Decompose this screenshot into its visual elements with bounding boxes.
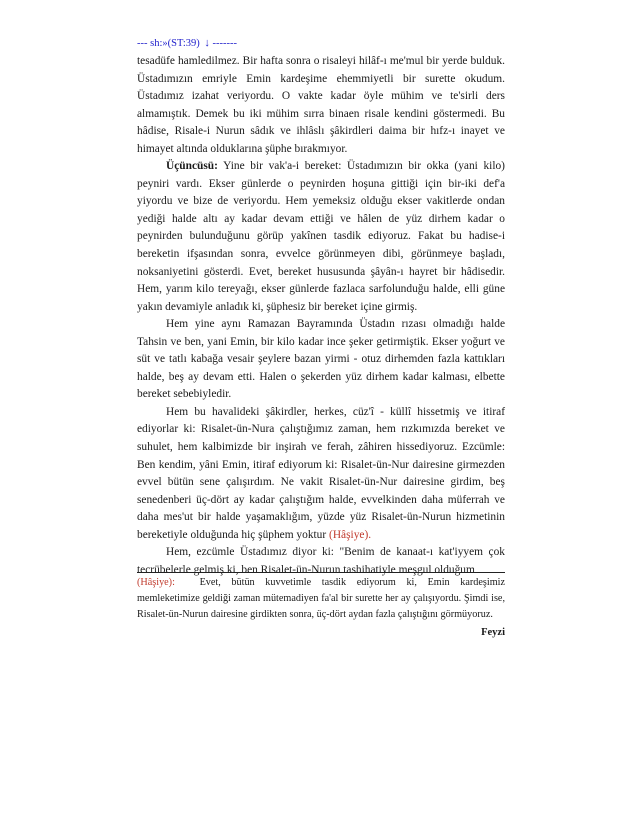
- footnote-label: (Hâşiye):: [137, 577, 175, 588]
- paragraph-4: [137, 404, 505, 544]
- paragraph-3: [137, 316, 505, 404]
- section-lead: Üçüncüsü:: [166, 160, 218, 173]
- down-arrow-icon: ↓: [204, 37, 210, 49]
- paragraph-2-text: Yine bir vak'a-i bereket: Üstadımızın bir okka (yani kilo) peyniri vardı. Ekser günlerde o peynirden hoşuna gittiği için bir-iki def'a yiyordu ve bize de veriyordu. Hem yemeksiz olduğu ekser vakitlerde ondan yediği halde altı ay kadar devam ettiği ve hâlen de yüz dirhem kadar o peynirden bulunduğunu görüp yakînen tasdik ediyoruz. Fakat bu hadise-i bereketin ifşasından sonra, evvelce görünmeyen dibi, görünmeye başladı, noksaniyetini gösterdi. Evet, bereket hususunda şâyân-ı hayret bir hâdisedir. Hem, yarım kilo tereyağı, ekser günlerde fazlaca sarfolunduğu halde, elli güne yakın devamiyle anladık ki, şüphesiz bir bereket içine girmiş.: [137, 160, 505, 313]
- page-marker: [137, 36, 505, 51]
- footnote-text: Evet, bütün kuvvetimle tasdik ediyorum ki, Emin kardeşimiz memleketimize geldiği zaman mütemadiyen fa'al bir surette her ay çalışıyordu. Şimdi ise, Risalet-ün-Nurun dairesine girdikten sonra, üç-dört aydan fazla çalıştığını görmüyoruz.: [137, 577, 505, 620]
- paragraph-2: [137, 158, 505, 316]
- footnote-divider: [137, 572, 505, 573]
- footnote: [137, 575, 505, 623]
- footnote-section: [137, 572, 505, 641]
- paragraph-4-text: Hem bu havalideki şâkirdler, herkes, cüz'î - küllî hissetmiş ve itiraf ediyorlar ki: Risalet-ün-Nura çalıştığımız zaman, hem rızkımızda bereket ve suhulet, hem kalbimizde bir inşirah ve ferah, zâhiren hissediyoruz. Ezcümle: Ben kendim, yâni Emin, itiraf ediyorum ki: Risalet-ün-Nur dairesine girmezden evvel bütün sene çalışırdım. Ne vakit Risalet-ün-Nur dairesine girdim, beş senedenberi üç-dört ay kadar çalıştığım halde, evvelkinden daha müferrah ve daha mes'ut bir halde yaşamaklığım, yüzde yüz Risalet-ün-Nurun hizmetinin bereketiyle olduğunda hiç şüphem yoktur: [137, 405, 505, 541]
- document-body: [137, 36, 505, 579]
- paragraph-3-text: Hem yine aynı Ramazan Bayramında Üstadın rızası olmadığı halde Tahsin ve ben, yani Emin, bir kilo kadar ince şeker getirmiştik. Ekser yoğurt ve süt ve tatlı kabağa vesair şeylere bazan yirmi - otuz dirhemden fazla kattıkları halde, beş ay devam etti. Halen o şekerden yüz dirhem kadar kalması, elbette bereket sebebiyledir.: [137, 318, 505, 401]
- page-marker-dashes: -------: [212, 38, 237, 49]
- footnote-signature: Feyzi: [481, 627, 505, 638]
- paragraph-1: [137, 53, 505, 158]
- paragraph-5-text: Hem, ezcümle Üstadımız diyor ki: "Benim de kanaat-ı kat'iyyem çok tecrübelerle gelmiş ki, ben Risalet-ün-Nurun tashihatiyle meşgul olduğum: [137, 546, 505, 576]
- page-marker-label: --- sh:»(ST:39): [137, 38, 200, 49]
- footnote-reference-link[interactable]: (Hâşiye).: [329, 528, 372, 541]
- paragraph-1-text: tesadüfe hamledilmez. Bir hafta sonra o risaleyi hilâf-ı me'mul bir yerde bulduk. Üstadımızın emriyle Emin kardeşime ehemmiyetli bir surette okudum. Üstadımız izahat veriyordu. O vakte kadar öyle mühim ve te'sirli ders almamıştık. Demek bu iki mühim sırra binaen risale kendini göstermedi. Bu hâdise, Risale-i Nurun sâdık ve ihlâslı şâkirdleri daima bir hıfz-ı inayet ve himayet altında olduklarına şüphe bırakmıyor.: [137, 55, 505, 155]
